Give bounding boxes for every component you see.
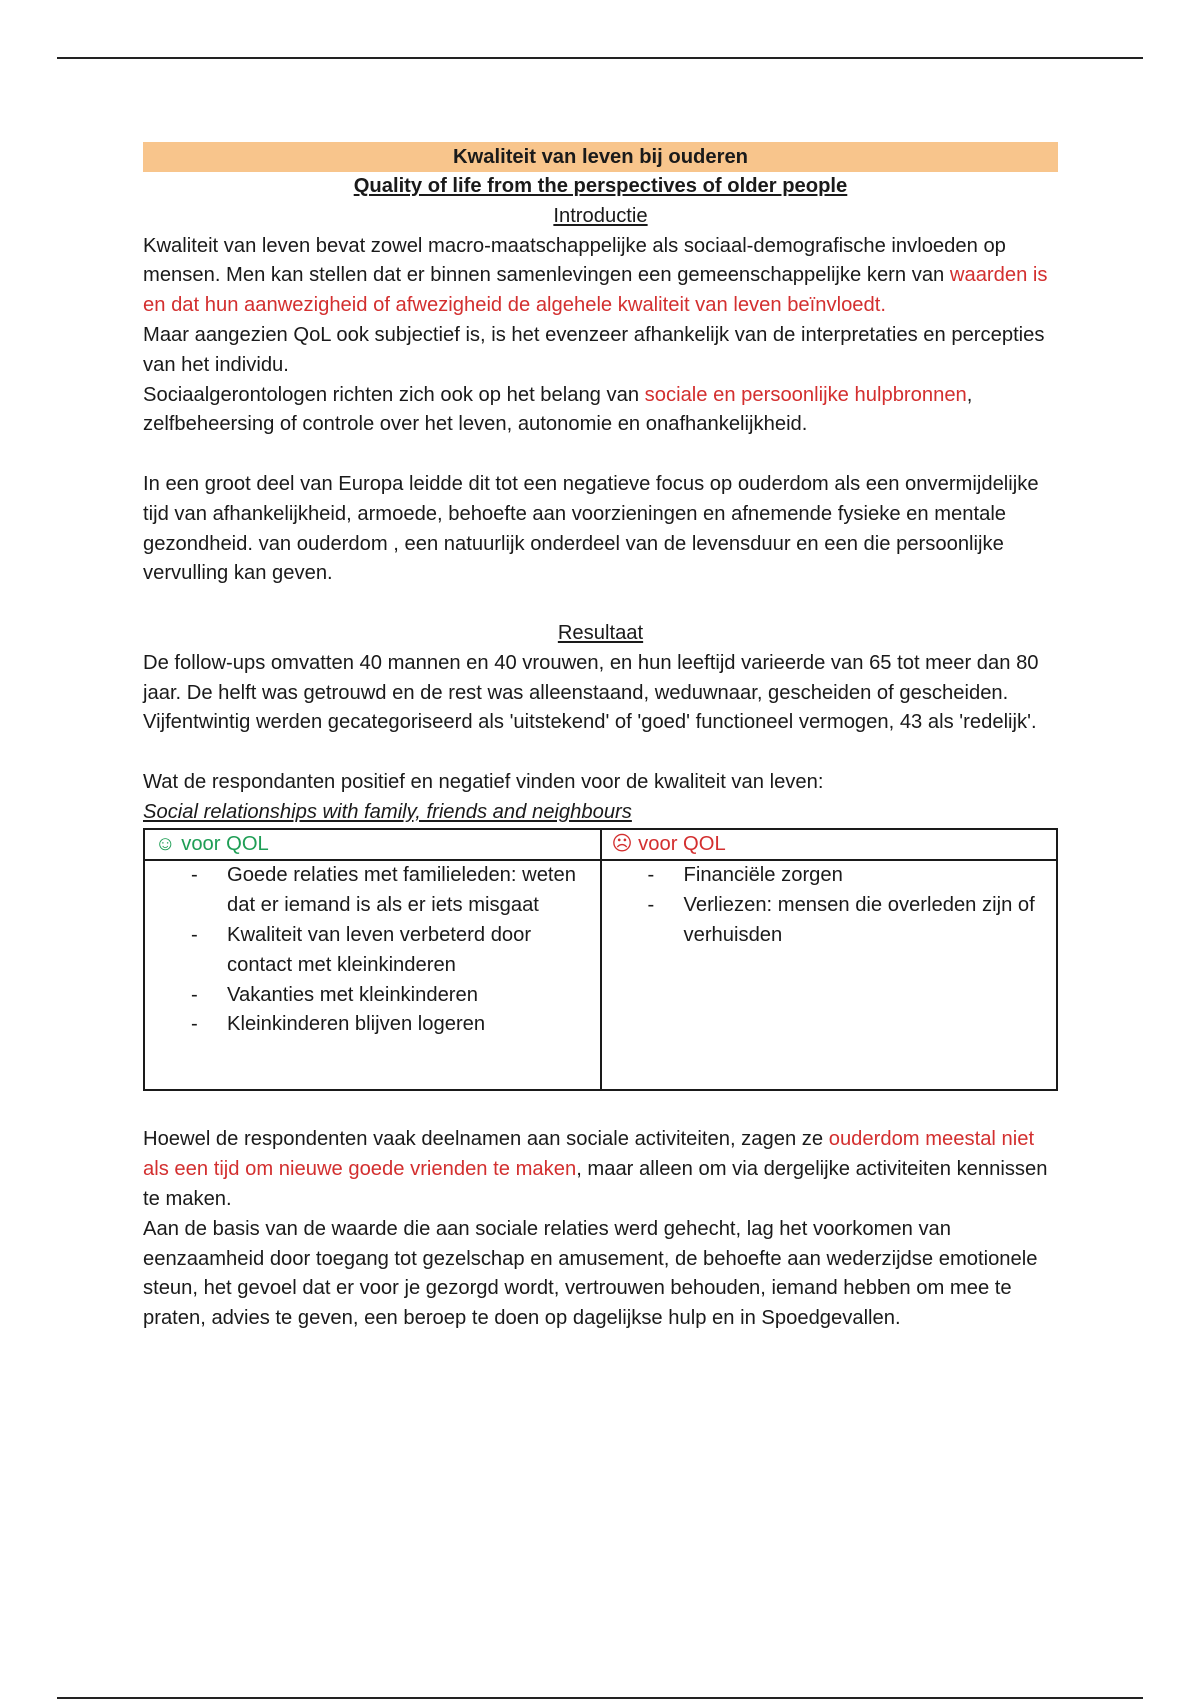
- list-item-text: Financiële zorgen: [683, 864, 843, 887]
- dash-bullet: -: [647, 894, 655, 917]
- positive-list-cell: [144, 860, 601, 1090]
- intro-p1-text: Kwaliteit van leven bevat zowel macro-maatschappelijke als sociaal-demografische invloeden op mensen. Men kan stellen dat er binnen samenlevingen een gemeenschappelijke kern van: [143, 234, 1006, 287]
- list-item-text: Kwaliteit van leven verbeterd door contact met kleinkinderen: [227, 923, 532, 976]
- discussion-paragraph-1: [143, 1125, 1058, 1214]
- results-paragraph-2: Wat de respondanten positief en negatief vinden voor de kwaliteit van leven:: [143, 770, 824, 793]
- list-item: [191, 921, 588, 981]
- frowny-icon: ☹: [611, 832, 633, 855]
- intro-p1-emphasis: waarden is en dat hun aanwezigheid of afwezigheid de algehele kwaliteit van leven beïnvloedt.: [143, 264, 1048, 317]
- negative-header-cell: [601, 829, 1058, 861]
- intro-paragraph-3: [143, 381, 1058, 441]
- list-item: [647, 861, 1045, 891]
- list-item: [191, 981, 588, 1011]
- positive-header-cell: [144, 829, 601, 861]
- dash-bullet: -: [647, 864, 655, 887]
- negative-list: [602, 861, 1057, 950]
- dash-bullet: -: [191, 864, 198, 887]
- smiley-icon: ☺: [155, 832, 176, 855]
- document-subtitle: Quality of life from the perspectives of older people: [353, 175, 848, 197]
- results-paragraph-1: De follow-ups omvatten 40 mannen en 40 vrouwen, en hun leeftijd varieerde van 65 tot meer dan 80 jaar. De helft was getrouwd en de rest was alleenstaand, weduwnaar, gescheiden of gescheiden. Vijfentwintig werden gecategoriseerd als 'uitstekend' of 'goed' functioneel vermogen, 43 als 'redelijk'.: [143, 651, 1039, 734]
- negative-header-label: voor QOL: [638, 832, 726, 855]
- list-item: [191, 1010, 588, 1040]
- qol-table-body-row: [144, 860, 1057, 1090]
- list-item: [191, 861, 588, 921]
- list-item-text: Kleinkinderen blijven logeren: [227, 1013, 486, 1036]
- discussion-p1-emphasis: ouderdom meestal niet als een tijd om nieuwe goede vrienden te maken: [143, 1128, 1035, 1181]
- qol-table: [143, 828, 1058, 1092]
- list-item-text: Goede relaties met familieleden: weten dat er iemand is als er iets misgaat: [227, 864, 576, 917]
- intro-heading: Introductie: [553, 204, 648, 227]
- dash-bullet: -: [191, 1013, 198, 1036]
- spacer: [143, 440, 1058, 470]
- dash-bullet: -: [191, 923, 198, 946]
- results-heading: Resultaat: [557, 621, 644, 644]
- document-title: Kwaliteit van leven bij ouderen: [143, 142, 1058, 172]
- intro-paragraph-1: [143, 232, 1058, 321]
- document-body: [143, 142, 1058, 1334]
- intro-p3-text-a: Sociaalgerontologen richten zich ook op het belang van: [143, 383, 645, 406]
- positive-header-label: voor QOL: [181, 832, 269, 855]
- discussion-p1-text-b: , maar alleen om via dergelijke activiteiten kennissen te maken.: [143, 1158, 1048, 1210]
- intro-p3-emphasis: sociale en persoonlijke hulpbronnen: [644, 383, 967, 406]
- list-item-text: Verliezen: mensen die overleden zijn of verhuisden: [683, 894, 1035, 946]
- top-rule: [57, 57, 1143, 59]
- qol-table-header-row: [144, 829, 1057, 861]
- dash-bullet: -: [191, 983, 198, 1006]
- discussion-p1-text-a: Hoewel de respondenten vaak deelnamen aan sociale activiteiten, zagen ze: [143, 1128, 829, 1151]
- negative-list-cell: [601, 860, 1058, 1090]
- bottom-rule: [57, 1697, 1143, 1699]
- positive-list: [145, 861, 600, 1040]
- spacer: [143, 589, 1058, 619]
- intro-p3-text-b: , zelfbeheersing of controle over het leven, autonomie en onafhankelijkheid.: [143, 383, 973, 436]
- intro-paragraph-4: In een groot deel van Europa leidde dit tot een negatieve focus op ouderdom als een onvermijdelijke tijd van afhankelijkheid, armoede, behoefte aan voorzieningen en afnemende fysieke en mentale gezondheid. van ouderdom , een natuurlijk onderdeel van de levensduur en een die persoonlijke vervulling kan geven.: [143, 472, 1039, 585]
- list-item: [647, 891, 1045, 951]
- spacer: [143, 738, 1058, 768]
- list-item-text: Vakanties met kleinkinderen: [227, 983, 478, 1006]
- discussion-paragraph-2: Aan de basis van de waarde die aan sociale relaties werd gehecht, lag het voorkomen van eenzaamheid door toegang tot gezelschap en amusement, de behoefte aan wederzijdse emotionele steun, het gevoel dat er voor je gezorgd wordt, vertrouwen behouden, iemand hebben om mee te praten, advies te geven, een beroep te doen op dagelijkse hulp en in Spoedgevallen.: [143, 1217, 1038, 1330]
- social-relationships-heading: Social relationships with family, friends and neighbours: [143, 800, 632, 823]
- intro-paragraph-2: Maar aangezien QoL ook subjectief is, is het evenzeer afhankelijk van de interpretaties en percepties van het individu.: [143, 323, 1045, 376]
